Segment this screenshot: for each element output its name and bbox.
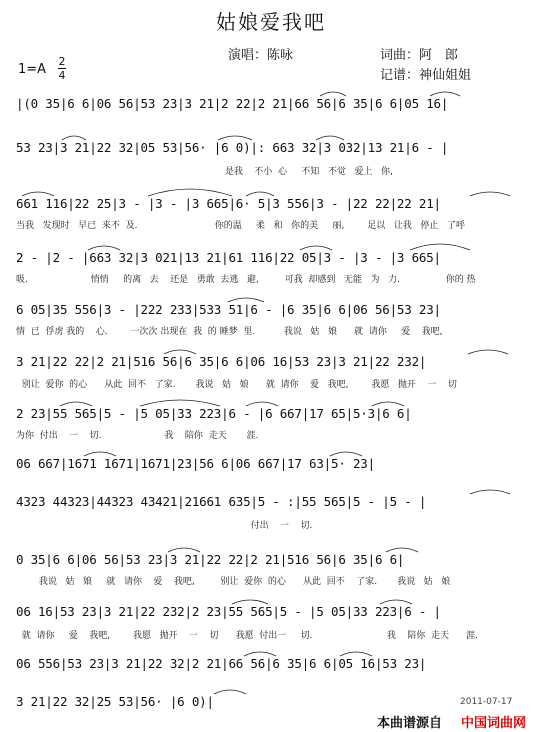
staff-line: 3 21|22 22|2 21|516 56|6 35|6 6|06 16|53 23|3 21|22 232|: [16, 354, 427, 369]
staff-line: 06 556|53 23|3 21|22 32|2 21|66 56|6 35|6 6|05 16|53 23|: [16, 656, 427, 671]
staff-line: 3 21|22 32|25 53|56· |6 0)|: [16, 694, 214, 709]
staff-line: 06 16|53 23|3 21|22 232|2 23|55 565|5 - |5 05|33 223|6 - |: [16, 604, 441, 619]
source-label: 本曲谱源自: [377, 716, 443, 731]
singer-credit: 演唱：陈咏: [228, 48, 294, 63]
staff-line: 53 23|3 21|22 32|05 53|56· |6 0)|: 663 32|3 032|13 21|6 - |: [16, 140, 449, 155]
lyric-line: 付出 一 切.: [16, 521, 313, 531]
transcriber-credit: 记谱：神仙姐姐: [380, 68, 472, 83]
staff-line: 2 - |2 - |663 32|3 021|13 21|61 116|22 05|3 - |3 - |3 665|: [16, 250, 441, 265]
time-signature-bottom: 4: [58, 69, 66, 82]
time-signature: [58, 56, 66, 81]
site-brand[interactable]: 中国词曲网: [461, 716, 527, 731]
lyric-line: 情 已 俘虏 我的 心. 一次次 出现在 我 的 睡梦 里. 我说 姑 娘 就 请你 爱 我吧,: [16, 327, 443, 337]
staff-line: 4323 44323|44323 43421|21661 635|5 - :|55 565|5 - |5 - |: [16, 494, 427, 509]
key-signature: 1=A: [18, 62, 47, 77]
song-title: 姑娘爱我吧: [216, 10, 326, 34]
lyric-line: 别让 爱你 的心 从此 回不 了家. 我说 姑 娘 就 请你 爱 我吧, 我愿 抛开 一 切: [16, 380, 457, 390]
lyric-line: 为你 付出 一 切. 我 陪你 走天 涯.: [16, 431, 259, 441]
staff-line: |(0 35|6 6|06 56|53 23|3 21|2 22|2 21|66 56|6 35|6 6|05 16|: [16, 96, 449, 111]
lyric-line: 就 请你 爱 我吧, 我愿 抛开 一 切 我愿 付出一 切. 我 陪你 走天 涯.: [16, 631, 479, 641]
staff-line: 0 35|6 6|06 56|53 23|3 21|22 22|2 21|516 56|6 35|6 6|: [16, 552, 405, 567]
staff-line: 2 23|55 565|5 - |5 05|33 223|6 - |6 667|17 65|5·3|6 6|: [16, 406, 412, 421]
lyric-line: 是我 不小 心 不知 不觉 爱上 你,: [16, 167, 393, 177]
staff-line: 661 116|22 25|3 - |3 - |3 665|6· 5|3 556|3 - |22 22|22 21|: [16, 196, 441, 211]
time-signature-top: 2: [58, 55, 66, 68]
lyric-line: 当我 发现时 早已 来不 及. 你的温 柔 和 你的美 丽, 足以 让我 停止 了呼: [16, 221, 465, 231]
staff-line: 06 667|1671 1671|1671|23|56 6|06 667|17 63|5· 23|: [16, 456, 375, 471]
lyric-line: 吸. 悄悄 的离 去 还是 勇敢 去逃 避, 可我 却感到 无能 为 力. 你的 热: [16, 275, 476, 285]
staff-line: 6 05|35 556|3 - |222 233|533 51|6 - |6 35|6 6|06 56|53 23|: [16, 302, 441, 317]
publish-date: 2011-07-17: [460, 697, 513, 707]
lyric-line: 我说 姑 娘 就 请你 爱 我吧, 别让 爱你 的心 从此 回不 了家. 我说 姑 娘: [16, 577, 451, 587]
composer-credit: 词曲：阿 郎: [380, 48, 459, 63]
slur-mark: [148, 189, 232, 196]
